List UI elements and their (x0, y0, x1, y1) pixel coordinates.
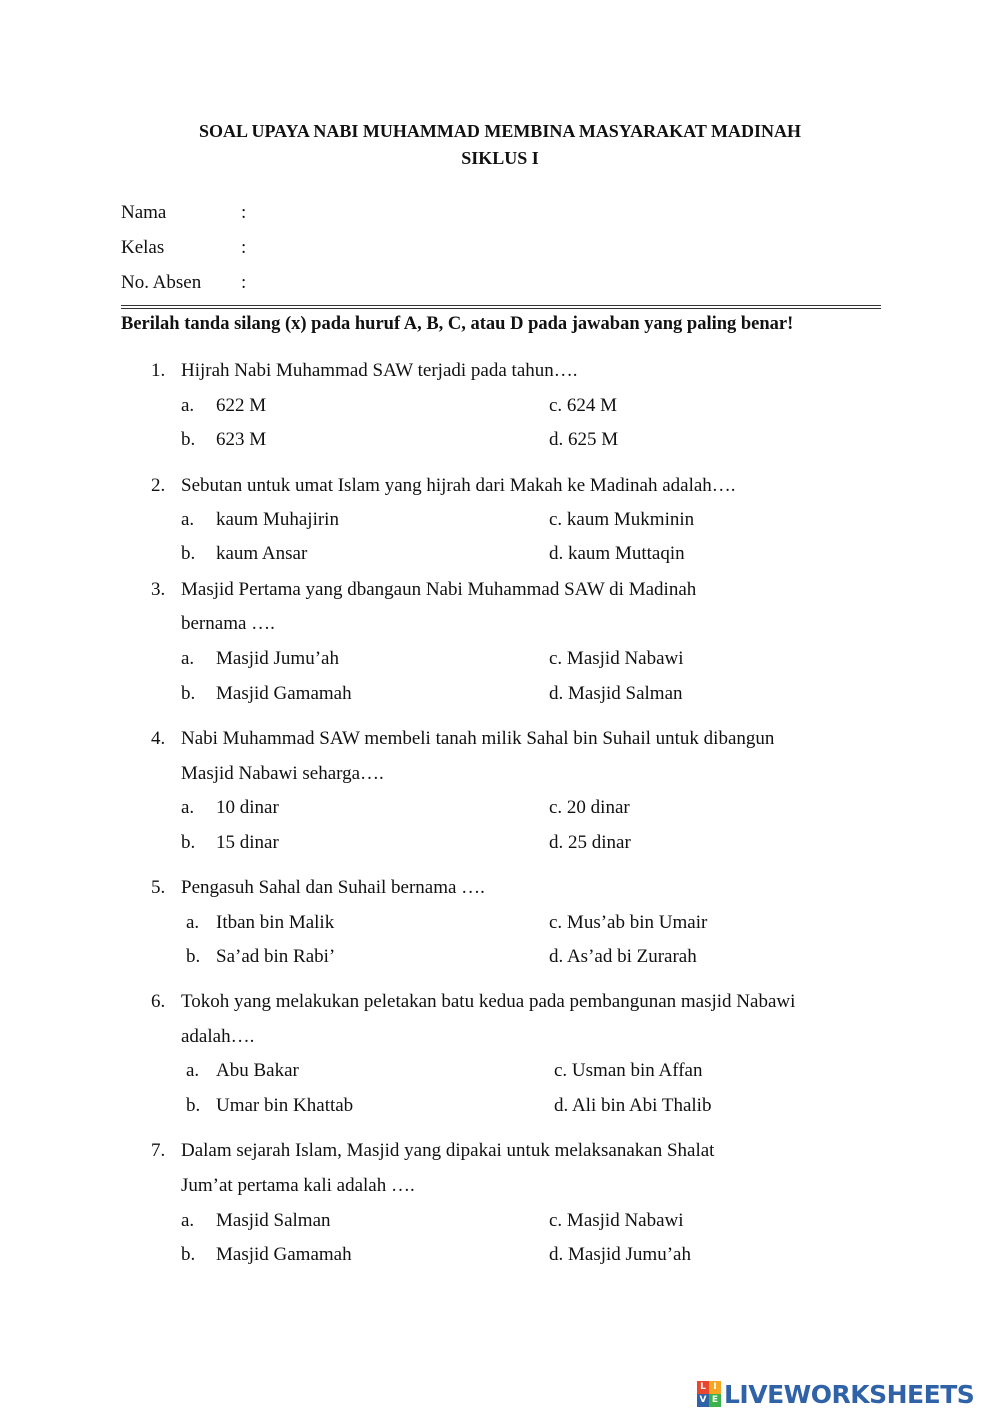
question-text-continued: bernama …. (181, 613, 275, 634)
option-c[interactable]: c. Usman bin Affan (554, 1060, 703, 1081)
question-text: Tokoh yang melakukan peletakan batu kedua pada pembangunan masjid Nabawi (181, 991, 796, 1012)
option-a[interactable]: Abu Bakar (216, 1060, 299, 1081)
question-text: Hijrah Nabi Muhammad SAW terjadi pada tahun…. (181, 360, 578, 381)
question-text: Dalam sejarah Islam, Masjid yang dipakai untuk melaksanakan Shalat (181, 1140, 715, 1161)
option-c[interactable]: c. Mus’ab bin Umair (549, 912, 708, 933)
option-b[interactable]: kaum Ansar (216, 543, 308, 564)
question-number: 4. (151, 728, 166, 749)
question-number: 2. (151, 475, 166, 496)
question-number: 7. (151, 1140, 166, 1161)
logo-tile: I (709, 1381, 721, 1394)
option-letter-b: b. (181, 683, 196, 704)
option-d[interactable]: d. kaum Muttaqin (549, 543, 685, 564)
option-letter-b: b. (181, 429, 196, 450)
option-letter-a: a. (181, 648, 195, 669)
question-text: Nabi Muhammad SAW membeli tanah milik Sahal bin Suhail untuk dibangun (181, 728, 775, 749)
option-letter-a: a. (181, 797, 195, 818)
question-number: 5. (151, 877, 166, 898)
option-c[interactable]: c. 624 M (549, 395, 618, 416)
field-label-nama: Nama (121, 202, 167, 223)
option-a[interactable]: 622 M (216, 395, 267, 416)
option-d[interactable]: d. Ali bin Abi Thalib (554, 1095, 712, 1116)
option-letter-b: b. (186, 1095, 201, 1116)
option-c[interactable]: c. 20 dinar (549, 797, 630, 818)
field-label-kelas: Kelas (121, 237, 165, 258)
liveworksheets-logo-text: LIVEWORKSHEETS (724, 1379, 975, 1409)
option-letter-b: b. (181, 543, 196, 564)
option-a[interactable]: 10 dinar (216, 797, 279, 818)
option-b[interactable]: Masjid Gamamah (216, 1244, 352, 1265)
question-text-continued: Jum’at pertama kali adalah …. (181, 1175, 415, 1196)
option-d[interactable]: d. Masjid Salman (549, 683, 683, 704)
option-d[interactable]: d. As’ad bi Zurarah (549, 946, 697, 967)
option-a[interactable]: kaum Muhajirin (216, 509, 339, 530)
option-b[interactable]: Umar bin Khattab (216, 1095, 354, 1116)
option-letter-b: b. (181, 832, 196, 853)
option-c[interactable]: c. kaum Mukminin (549, 509, 695, 530)
option-letter-a: a. (181, 509, 195, 530)
option-letter-b: b. (186, 946, 201, 967)
field-label-no-absen: No. Absen (121, 272, 202, 293)
field-colon: : (241, 237, 247, 258)
option-b[interactable]: Masjid Gamamah (216, 683, 352, 704)
option-letter-a: a. (186, 1060, 200, 1081)
question-number: 1. (151, 360, 166, 381)
option-letter-a: a. (181, 395, 195, 416)
question-text: Sebutan untuk umat Islam yang hijrah dari Makah ke Madinah adalah…. (181, 475, 736, 496)
option-letter-b: b. (181, 1244, 196, 1265)
instruction: Berilah tanda silang (x) pada huruf A, B, C, atau D pada jawaban yang paling benar! (121, 314, 794, 334)
option-c[interactable]: c. Masjid Nabawi (549, 648, 684, 669)
question-text-continued: Masjid Nabawi seharga…. (181, 763, 384, 784)
question-number: 3. (151, 579, 166, 600)
page-subtitle: SIKLUS I (461, 148, 539, 168)
question-text: Pengasuh Sahal dan Suhail bernama …. (181, 877, 485, 898)
option-c[interactable]: c. Masjid Nabawi (549, 1210, 684, 1231)
liveworksheets-logo-icon (697, 1381, 721, 1407)
option-a[interactable]: Masjid Jumu’ah (216, 648, 339, 669)
option-a[interactable]: Masjid Salman (216, 1210, 331, 1231)
option-b[interactable]: Sa’ad bin Rabi’ (216, 946, 336, 967)
logo-tile: V (697, 1394, 709, 1407)
field-colon: : (241, 272, 247, 293)
divider-line (121, 308, 881, 309)
option-letter-a: a. (186, 912, 200, 933)
question-text-continued: adalah…. (181, 1026, 255, 1047)
option-a[interactable]: Itban bin Malik (216, 912, 335, 933)
option-b[interactable]: 623 M (216, 429, 267, 450)
question-number: 6. (151, 991, 166, 1012)
option-d[interactable]: d. 625 M (549, 429, 619, 450)
option-d[interactable]: d. 25 dinar (549, 832, 631, 853)
divider-line (121, 305, 881, 306)
logo-tile: L (697, 1381, 709, 1394)
option-letter-a: a. (181, 1210, 195, 1231)
page-title: SOAL UPAYA NABI MUHAMMAD MEMBINA MASYARAKAT MADINAH (198, 121, 802, 141)
option-d[interactable]: d. Masjid Jumu’ah (549, 1244, 691, 1265)
liveworksheets-logo (697, 1378, 974, 1410)
question-text: Masjid Pertama yang dbangaun Nabi Muhammad SAW di Madinah (181, 579, 697, 600)
logo-tile: E (709, 1394, 721, 1407)
option-b[interactable]: 15 dinar (216, 832, 279, 853)
field-colon: : (241, 202, 247, 223)
